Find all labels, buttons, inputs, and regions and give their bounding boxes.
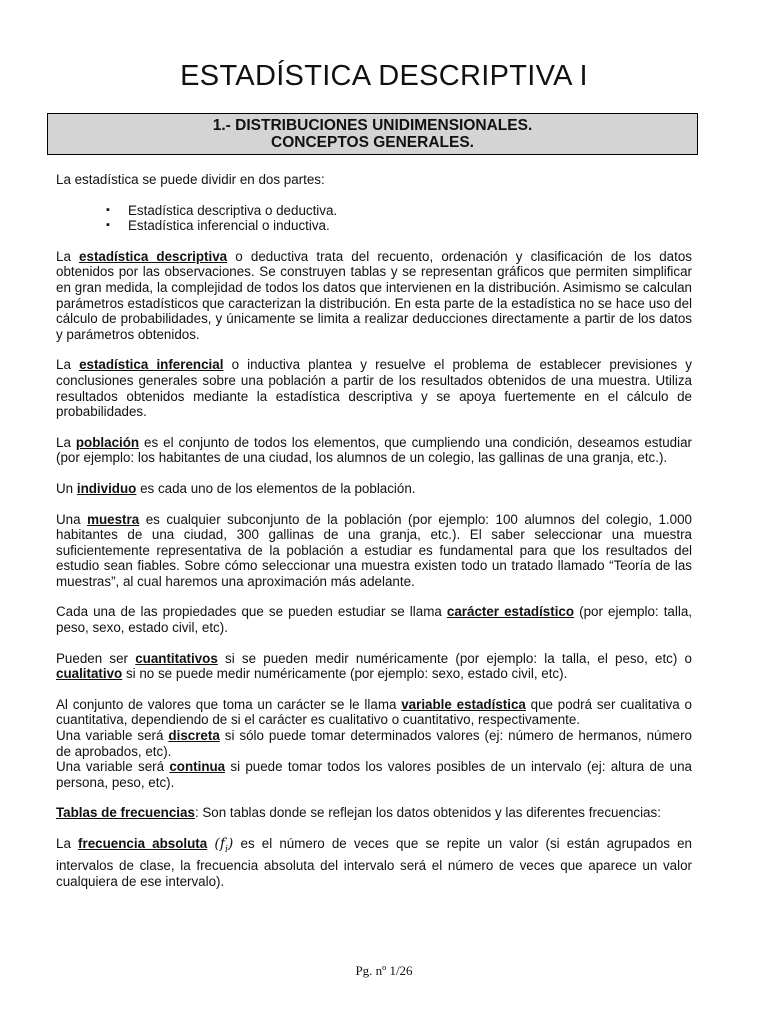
text-span: La	[56, 836, 79, 851]
math-paren: (	[214, 836, 220, 852]
text-span: si se pueden medir numéricamente (por ejemplo: la talla, el peso, etc) o	[217, 650, 693, 666]
term-muestra: muestra	[87, 511, 140, 527]
paragraph-descriptiva	[56, 249, 692, 343]
text-span: si no se puede medir numéricamente (por ejemplo: sexo, estado civil, etc).	[122, 666, 568, 682]
math-paren: )	[227, 836, 234, 852]
paragraph-inferencial	[56, 357, 692, 419]
text-span: es el conjunto de todos los elementos, que cumpliendo una condición, deseamos estudiar (por ejemplo: los habitantes de una ciudad, los alumnos de un colegio, las gallinas de una granja, etc.).	[56, 434, 692, 466]
text-span: Pueden ser	[56, 650, 136, 666]
term-estadistica-descriptiva: estadística descriptiva	[79, 248, 228, 264]
document-title: ESTADÍSTICA DESCRIPTIVA I	[180, 60, 588, 92]
term-cualitativo: cualitativo	[56, 666, 123, 682]
paragraph-muestra	[56, 512, 692, 590]
math-fi	[214, 836, 234, 855]
text-span: La	[56, 357, 80, 373]
text-span: (por ejemplo: talla, peso, sexo, estado civil, etc).	[56, 604, 692, 636]
bullet-list	[56, 203, 692, 234]
paragraph-cuantitativos	[56, 651, 692, 682]
term-poblacion: población	[75, 434, 140, 450]
term-variable-estadistica: variable estadística	[401, 696, 526, 712]
section-heading-line2: CONCEPTOS GENERALES.	[271, 134, 474, 151]
page-number: Pg. nº 1/26	[355, 963, 413, 978]
math-subscript: i	[225, 844, 228, 855]
text-span: es cualquier subconjunto de la población (por ejemplo: 100 alumnos del colegio, 1.000 habitantes de una ciudad, 300 gallinas de una granja, etc.). El saber seleccionar una muestra suficientemente representativa de la población a estudiar es fundamental para que los resultados del estudio sean fiables. Sobre cómo seleccionar una muestra existen todo un tratado llamado “Teoría de las muestras”, al cual haremos una aproximación más adelante.	[56, 511, 692, 589]
term-caracter-estadistico: carácter estadístico	[446, 604, 575, 620]
document-body	[56, 172, 692, 905]
text-span: Una variable será	[56, 759, 170, 775]
term-individuo: individuo	[76, 480, 137, 496]
bullet-item: ▪ Estadística descriptiva o deductiva.	[128, 203, 692, 219]
term-estadistica-inferencial: estadística inferencial	[79, 357, 224, 373]
section-heading-box	[47, 113, 698, 155]
text-span: Cada una de las propiedades que se pueden estudiar se llama	[56, 604, 447, 620]
text-span: Una	[56, 511, 88, 527]
text-span: que podrá ser cualitativa o cuantitativa, dependiendo de si el carácter es cualitativo o cuantitativo, respectivamente.	[56, 696, 692, 728]
text-span: es el número de veces que se repite un valor (si están agrupados en intervalos de clase, la frecuencia absoluta del intervalo será el número de veces que aparece un valor cualquiera de ese intervalo).	[56, 836, 692, 889]
text-span: La	[56, 248, 80, 264]
text-span: es cada uno de los elementos de la población.	[136, 480, 416, 496]
text-span: Al conjunto de valores que toma un carácter se le llama	[56, 696, 402, 712]
text-span: si puede tomar todos los valores posibles de un intervalo (ej: altura de una persona, peso, etc).	[56, 759, 692, 790]
section-heading-line1: 1.- DISTRIBUCIONES UNIDIMENSIONALES.	[212, 117, 533, 134]
text-span: si sólo puede tomar determinados valores (ej: número de hermanos, número de aprobados, etc).	[56, 728, 692, 759]
paragraph-tablas	[56, 805, 692, 821]
bullet-item: ▪ Estadística inferencial o inductiva.	[128, 218, 692, 234]
term-continua: continua	[169, 759, 226, 775]
text-span: La	[56, 434, 76, 450]
paragraph-poblacion	[56, 435, 692, 466]
text-span: Un	[56, 480, 77, 496]
term-frecuencia-absoluta: frecuencia absoluta	[78, 836, 208, 851]
text-span: Una variable será	[56, 728, 169, 744]
text-span: : Son tablas donde se reflejan los datos obtenidos y las diferentes frecuencias:	[194, 805, 661, 821]
paragraph-variable	[56, 697, 692, 791]
term-discreta: discreta	[168, 728, 220, 744]
paragraph-caracter	[56, 604, 692, 635]
paragraph-individuo	[56, 481, 692, 497]
intro-paragraph: La estadística se puede dividir en dos partes:	[56, 172, 325, 187]
term-cuantitativos: cuantitativos	[135, 650, 218, 666]
text-span: o inductiva plantea y resuelve el problema de establecer previsiones y conclusiones generales sobre una población a partir de los resultados obtenidos de una muestra. Utiliza resultados obtenidos mediante la estadística descriptiva y se apoya fuertemente en el cálculo de probabilidades.	[56, 357, 693, 420]
term-tablas-de-frecuencias: Tablas de frecuencias	[56, 805, 195, 821]
math-variable: f	[219, 836, 226, 852]
paragraph-frecuencia	[56, 836, 692, 890]
text-span: o deductiva trata del recuento, ordenación y clasificación de los datos obtenidos por las observaciones. Se construyen tablas y se representan gráficos que permiten simplificar en gran medida, la complejidad de todos los datos que intervienen en la distribución. Asimismo se calculan parámetros estadísticos que caracterizan la distribución. En esta parte de la estadística no se hace uso del cálculo de probabilidades, y únicamente se limita a realizar deducciones directamente a partir de los datos y parámetros obtenidos.	[56, 248, 692, 342]
